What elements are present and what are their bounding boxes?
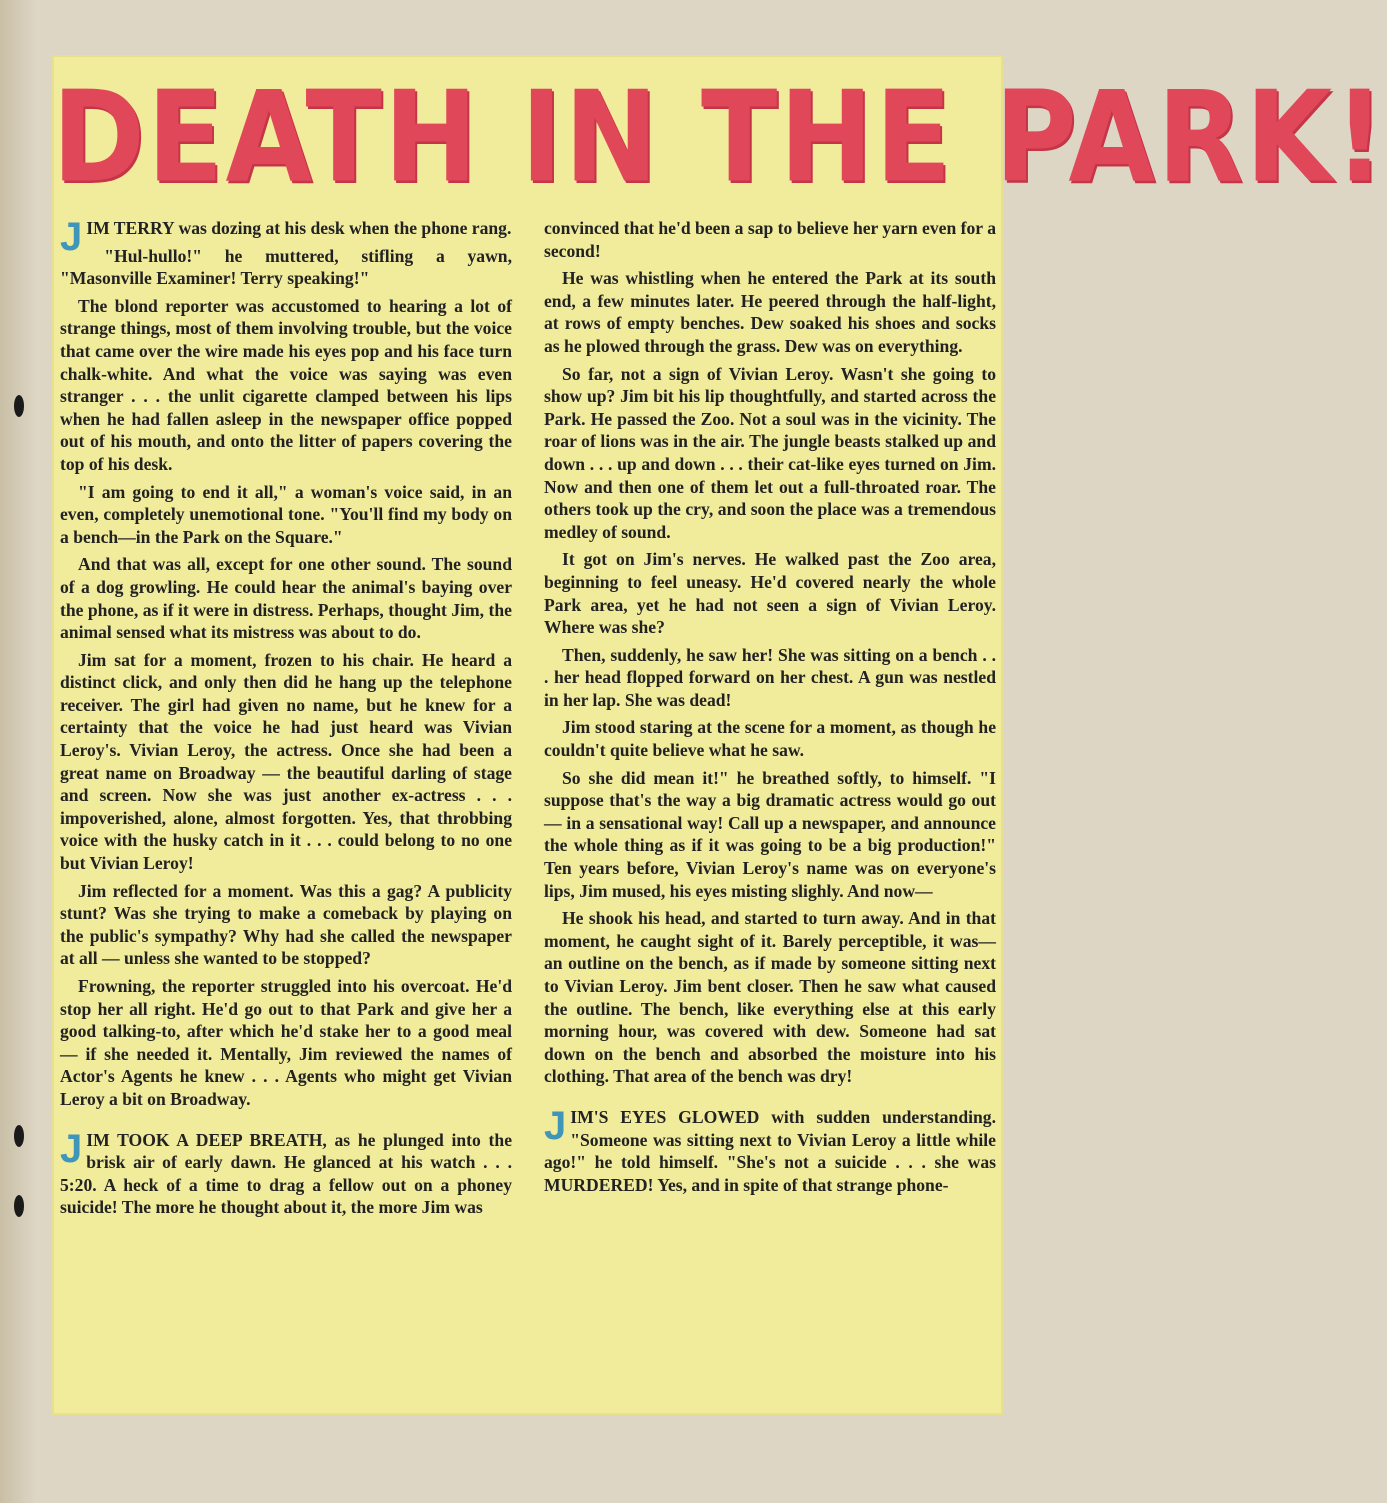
paragraph: It got on Jim's nerves. He walked past the Zoo area, beginning to feel uneasy. He'd covered nearly the whole Park area, yet he had not seen a sign of Vivian Leroy. Where was she? — [544, 549, 996, 638]
paragraph: So she did mean it!" he breathed softly, to himself. "I suppose that's the way a big dramatic actress would go out — in a sensational way! Call up a newspaper, and announce the whole thing as if it was going to be a big production!" Ten years before, Vivian Leroy's name was on everyone's lips, Jim mused, his eyes misting slighly. And now— — [544, 767, 996, 901]
paragraph: The blond reporter was accustomed to hearing a lot of strange things, most of them involving trouble, but the voice that came over the wire made his eyes pop and his face turn chalk-white. And what the voice was saying was even stranger . . . the unlit cigarette clamped between his lips when he had fallen asleep in the newspaper office popped out of his mouth, and onto the litter of papers covering the top of his desk. — [60, 295, 512, 474]
paragraph: convinced that he'd been a sap to believe her yarn even for a second! — [544, 218, 996, 261]
paragraph: Frowning, the reporter struggled into his overcoat. He'd stop her all right. He'd go out to that Park and give her a good talking-to, after which he'd stake her to a good meal — if she needed it. Mentally, Jim reviewed the names of Actor's Agents he knew . . . Agents who might get Vivian Leroy a bit on Broadway. — [60, 976, 512, 1109]
paragraph: "I am going to end it all," a woman's voice said, in an even, completely unemotional tone. "You'll find my body on a bench—in the Park on the Square." — [60, 481, 512, 547]
paragraph: "Hul-hullo!" he muttered, stifling a yawn, "Masonville Examiner! Terry speaking!" — [60, 245, 512, 289]
paragraph: Jim stood staring at the scene for a moment, as though he couldn't quite believe what he saw. — [544, 717, 996, 761]
paragraph — [60, 1126, 512, 1219]
paragraph: He was whistling when he entered the Park at its south end, a few minutes later. He peered through the half-light, at rows of empty benches. Dew soaked his shoes and socks as he plowed through the grass. Dew was on everything. — [544, 268, 996, 356]
paragraph — [544, 1103, 996, 1196]
drop-cap: J — [60, 1126, 83, 1171]
binding-hole — [14, 395, 24, 417]
paragraph-text: IM'S EYES GLOWED with sudden understanding. "Someone was sitting next to Vivian Leroy a little while ago!" he told himself. "She's not a suicide . . . she was MURDERED! Yes, and in spite of that strange phone- — [544, 1106, 996, 1195]
story-title: DEATH IN THE PARK! — [52, 65, 1387, 211]
binding-hole — [14, 1195, 24, 1217]
paragraph-text: IM TOOK A DEEP BREATH, as he plunged into the brisk air of early dawn. He glanced at his watch . . . 5:20. A heck of a time to drag a fellow out on a phoney suicide! The more he thought about it, the more Jim was — [60, 1129, 512, 1218]
paragraph: Jim reflected for a moment. Was this a gag? A publicity stunt? Was she trying to make a comeback by playing on the public's sympathy? Why had she called the newspaper at all — unless she wanted to be stopped? — [60, 880, 512, 969]
left-column — [60, 217, 512, 1224]
paragraph-text: IM TERRY was dozing at his desk when the phone rang. — [86, 218, 512, 238]
drop-cap: J — [544, 1103, 567, 1148]
paragraph: And that was all, except for one other sound. The sound of a dog growling. He could hear the animal's baying over the phone, as if it were in distress. Perhaps, thought Jim, the animal sensed what its mistress was about to do. — [60, 554, 512, 643]
paragraph: So far, not a sign of Vivian Leroy. Wasn't she going to show up? Jim bit his lip thoughtfully, and started across the Park. He passed the Zoo. Not a soul was in the vicinity. The roar of lions was in the air. The jungle beasts stalked up and down . . . up and down . . . their cat-like eyes turned on Jim. Now and then one of them let out a full-throated roar. The others took up the cry, and soon the place was a tremendous medley of sound. — [544, 363, 996, 542]
paragraph: Jim sat for a moment, frozen to his chair. He heard a distinct click, and only then did he hang up the telephone receiver. The girl had given no name, but he knew for a certainty that the voice he had just heard was Vivian Leroy's. Vivian Leroy, the actress. Once she had been a great name on Broadway — the beautiful darling of stage and screen. Now she was just another ex-actress . . . impoverished, alone, almost forgotten. Yes, that throbbing voice with the husky catch in it . . . could belong to no one but Vivian Leroy! — [60, 649, 512, 874]
page-edge — [0, 0, 36, 1503]
story-panel — [52, 55, 1387, 1415]
paragraph — [60, 215, 512, 259]
drop-cap: J — [60, 215, 83, 259]
paragraph: He shook his head, and started to turn away. And in that moment, he caught sight of it. Barely perceptible, it was—an outline on the bench, as if made by someone sitting next to Vivian Leroy. Jim bent closer. Then he saw what caused the outline. The bench, like everything else at this early morning hour, was covered with dew. Someone had sat down on the bench and absorbed the moisture into his clothing. That area of the bench was dry! — [544, 908, 996, 1087]
binding-hole — [14, 1125, 24, 1147]
paragraph: Then, suddenly, he saw her! She was sitting on a bench . . . her head flopped forward on her chest. A gun was nestled in her lap. She was dead! — [544, 644, 996, 710]
right-column — [544, 217, 996, 1201]
